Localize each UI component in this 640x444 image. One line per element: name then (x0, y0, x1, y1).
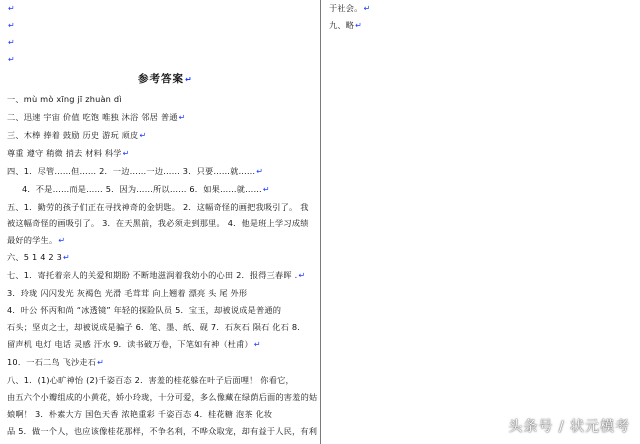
paragraph-mark: ↵ (8, 38, 15, 47)
paragraph-mark: ↵ (8, 55, 15, 64)
answer-line: 4．叶公 怀丙和尚 “冰透镜” 年轻的探险队员 5．宝玉，却被说成是普通的 (7, 305, 282, 315)
answer-line: 被这幅奇怪的画吸引了。 3．在天黑前，我必须走到那里。 4．他是班上学习成绩 (7, 218, 309, 228)
paragraph-mark: ↵ (8, 4, 15, 13)
answer-line: 四、1．尽管……但…… 2．一边……一边…… 3．只要……就……↵ (7, 166, 264, 176)
paragraph-mark: ↵ (8, 21, 15, 30)
answer-line: 二、迅速 宇宙 价值 吃饱 唯独 沐浴 邻居 普通↵ (7, 112, 186, 122)
answer-line: 一、mù mò xīng jī zhuàn dì (7, 94, 122, 104)
answer-line: 八、1．(1)心旷神怡 (2)千姿百态 2．害羞的桂花躲在叶子后面哩！ 你看它， (7, 375, 294, 385)
answer-line: 于社会。↵ (329, 3, 371, 13)
answer-line: 留声机 电灯 电话 灵感 汗水 9．读书破万卷，下笔如有神（杜甫）↵ (7, 339, 261, 349)
answer-line: 三、木棒 捧着 鼓励 历史 游玩 顽皮↵ (7, 130, 147, 140)
answer-line: 10．一石二鸟 飞沙走石↵ (7, 357, 105, 367)
answer-line: 七、1．寄托着亲人的关爱和期盼 不断地滋润着我幼小的心田 2．报得三春晖 .↵ (7, 270, 306, 280)
answer-line: 五、1．勤劳的孩子们正在寻找神奇的金钥匙。 2．这幅奇怪的画把我吸引了。 我 (7, 202, 309, 212)
page-title: 参考答案↵ (138, 73, 193, 85)
answer-page-right (322, 0, 640, 444)
answer-line: 六、5 1 4 2 3↵ (7, 252, 70, 262)
answer-line: 3．玲珑 闪闪发光 灰褐色 光滑 毛茸茸 向上翘着 漂亮 头 尾 外形 (7, 288, 248, 298)
watermark: 头条号 / 状元模考 (508, 419, 630, 435)
answer-line: 尊重 遵守 稍微 捎去 材料 科学↵ (7, 148, 130, 158)
answer-line: 由五六个小瓣组成的小黄花，娇小玲珑，十分可爱，多么像藏在绿荫后面的害羞的姑 (7, 392, 318, 402)
answer-line: 娘啊！ 3．朴素大方 国色天香 浓艳重彩 千姿百态 4．桂花糖 泡茶 化妆 (7, 409, 273, 419)
answer-line: 九、略↵ (329, 20, 363, 30)
answer-line: 4．不是……而是…… 5．因为……所以…… 6．如果……就……↵ (22, 184, 270, 194)
answer-line: 最好的学生。↵ (7, 235, 66, 245)
answer-line: 石头；坚贞之士，却被说成是骗子 6．笔、墨、纸、砚 7．石灰石 陨石 化石 8． (7, 322, 306, 332)
answer-line: 品 5．做一个人，也应该像桂花那样，不争名利，不哗众取宠，却有益于人民，有利 (7, 426, 318, 436)
column-divider (320, 0, 321, 444)
